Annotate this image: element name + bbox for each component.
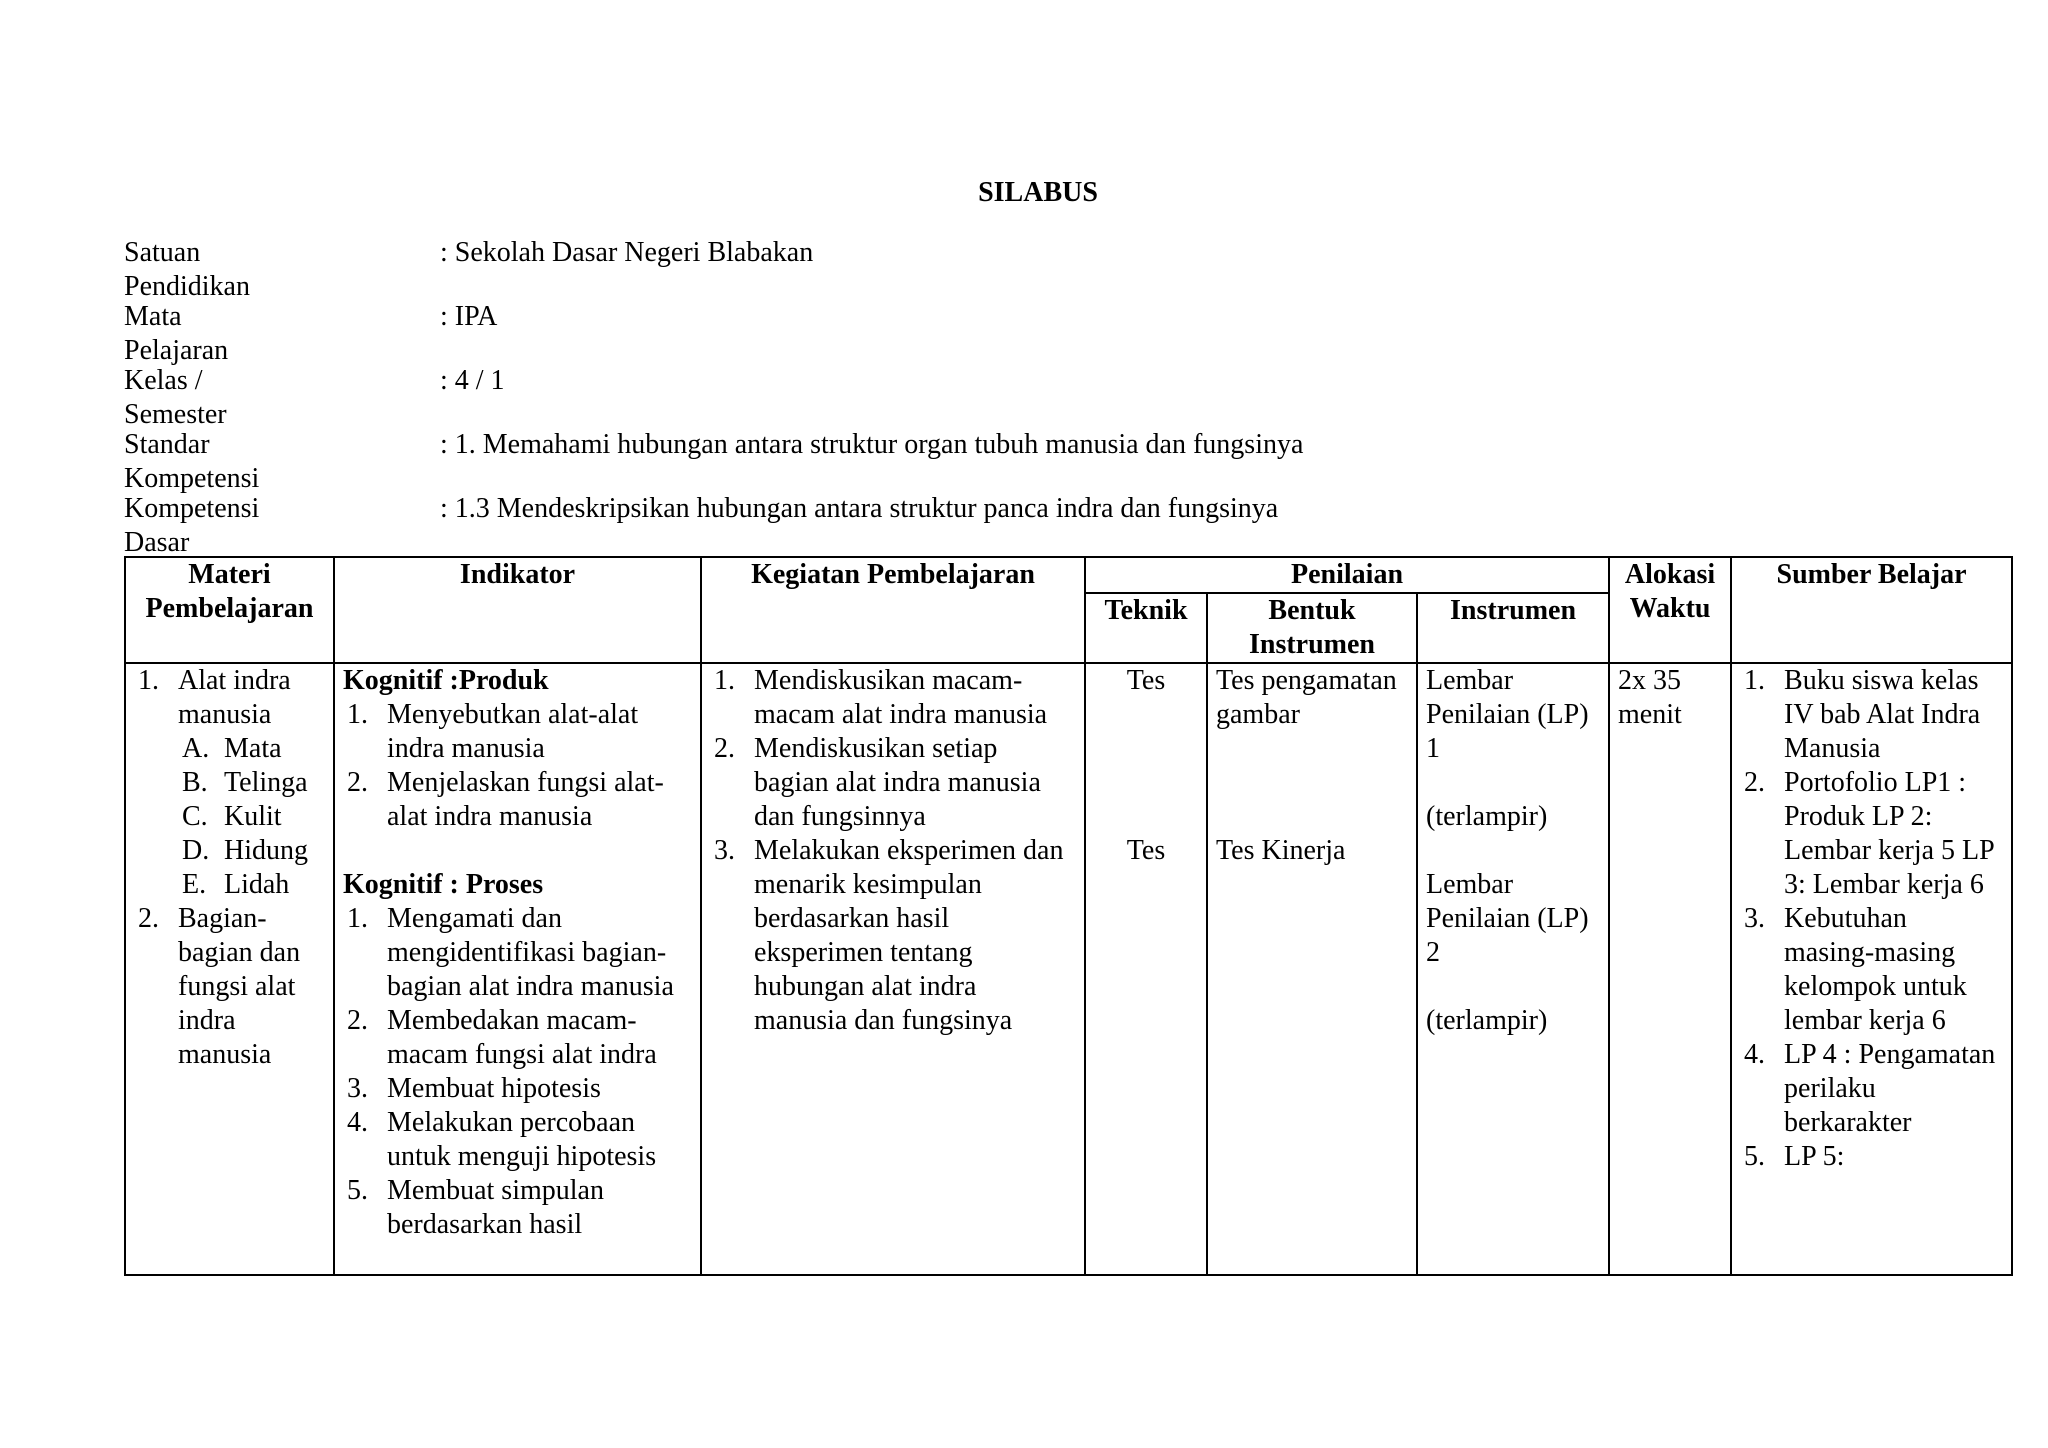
list-item: E. Lidah (182, 869, 290, 900)
cell-alokasi (1609, 663, 1731, 1275)
instrumen-1: Lembar Penilaian (LP) 1 (1426, 665, 1589, 764)
header-materi: Materi Pembelajaran (125, 557, 334, 663)
instrumen-2: Lembar Penilaian (LP) 2 (1426, 869, 1589, 968)
info-label: Standar Kompetensi (124, 429, 260, 494)
list-item: 3. Melakukan eksperimen dan menarik kesimpulan berdasarkan hasil eksperimen tentang hubungan alat indra manusia dan fungsinya (714, 835, 1064, 1036)
syllabus-table (124, 556, 2013, 1276)
alokasi-waktu: 2x 35 menit (1618, 665, 1682, 730)
header-bentuk: Bentuk Instrumen (1207, 593, 1417, 663)
list-item: D. Hidung (182, 835, 308, 866)
info-value: : 1.3 Mendeskripsikan hubungan antara struktur panca indra dan fungsinya (440, 493, 1279, 524)
cell-instrumen (1417, 663, 1609, 1275)
list-item: 1. Mengamati dan mengidentifikasi bagian-bagian alat indra manusia (347, 903, 674, 1002)
info-label: Satuan Pendidikan (124, 237, 250, 302)
info-value: : 4 / 1 (440, 365, 505, 396)
info-value: : 1. Memahami hubungan antara struktur organ tubuh manusia dan fungsinya (440, 429, 1304, 460)
indikator-produk-title: Kognitif :Produk (343, 665, 549, 696)
header-sumber: Sumber Belajar (1731, 557, 2012, 663)
header-penilaian: Penilaian (1085, 557, 1609, 593)
header-teknik: Teknik (1085, 593, 1207, 663)
bentuk-1: Tes pengamatan gambar (1216, 665, 1397, 730)
list-item: 2. Bagian-bagian dan fungsi alat indra manusia (138, 903, 301, 1070)
cell-materi (125, 663, 334, 1275)
list-item: 1. Alat indra manusia (138, 665, 291, 730)
header-alokasi: Alokasi Waktu (1609, 557, 1731, 663)
list-item: C. Kulit (182, 801, 282, 832)
list-item: 1. Menyebutkan alat-alat indra manusia (347, 699, 639, 764)
document-title: SILABUS (978, 177, 1098, 208)
cell-teknik (1085, 663, 1207, 1275)
list-item: 3. Membuat hipotesis (347, 1073, 601, 1104)
instrumen-1-note: (terlampir) (1426, 801, 1548, 832)
bentuk-2: Tes Kinerja (1216, 835, 1346, 866)
header-indikator: Indikator (334, 557, 701, 663)
list-item: 4. Melakukan percobaan untuk menguji hipotesis (347, 1107, 657, 1172)
info-label: Kelas / Semester (124, 365, 227, 430)
cell-bentuk (1207, 663, 1417, 1275)
table-row (125, 663, 2012, 1275)
cell-kegiatan (701, 663, 1085, 1275)
list-item: 4. LP 4 : Pengamatan perilaku berkarakter (1744, 1039, 1996, 1138)
list-item: 1. Mendiskusikan macam-macam alat indra manusia (714, 665, 1048, 730)
list-item: 5. LP 5: (1744, 1141, 1845, 1172)
info-label: Mata Pelajaran (124, 301, 229, 366)
list-item: B. Telinga (182, 767, 308, 798)
instrumen-2-note: (terlampir) (1426, 1005, 1548, 1036)
indikator-proses-title: Kognitif : Proses (343, 869, 544, 900)
teknik-1: Tes (1126, 665, 1166, 696)
list-item: 2. Portofolio LP1 : Produk LP 2: Lembar kerja 5 LP 3: Lembar kerja 6 (1744, 767, 1994, 900)
list-item: 1. Buku siswa kelas IV bab Alat Indra Manusia (1744, 665, 1981, 764)
list-item: A. Mata (182, 733, 282, 764)
list-item: 3. Kebutuhan masing-masing kelompok untuk lembar kerja 6 (1744, 903, 1967, 1036)
list-item: 2. Membedakan macam-macam fungsi alat indra (347, 1005, 657, 1070)
header-instrumen: Instrumen (1417, 593, 1609, 663)
header-kegiatan: Kegiatan Pembelajaran (701, 557, 1085, 663)
info-value: : Sekolah Dasar Negeri Blabakan (440, 237, 814, 268)
list-item: 2. Menjelaskan fungsi alat-alat indra manusia (347, 767, 664, 832)
info-label: Kompetensi Dasar (124, 493, 260, 558)
list-item: 2. Mendiskusikan setiap bagian alat indra manusia dan fungsinnya (714, 733, 1041, 832)
cell-indikator (334, 663, 701, 1275)
teknik-2: Tes (1126, 835, 1166, 866)
list-item: 5. Membuat simpulan berdasarkan hasil (347, 1175, 604, 1240)
cell-sumber (1731, 663, 2012, 1275)
info-value: : IPA (440, 301, 498, 332)
